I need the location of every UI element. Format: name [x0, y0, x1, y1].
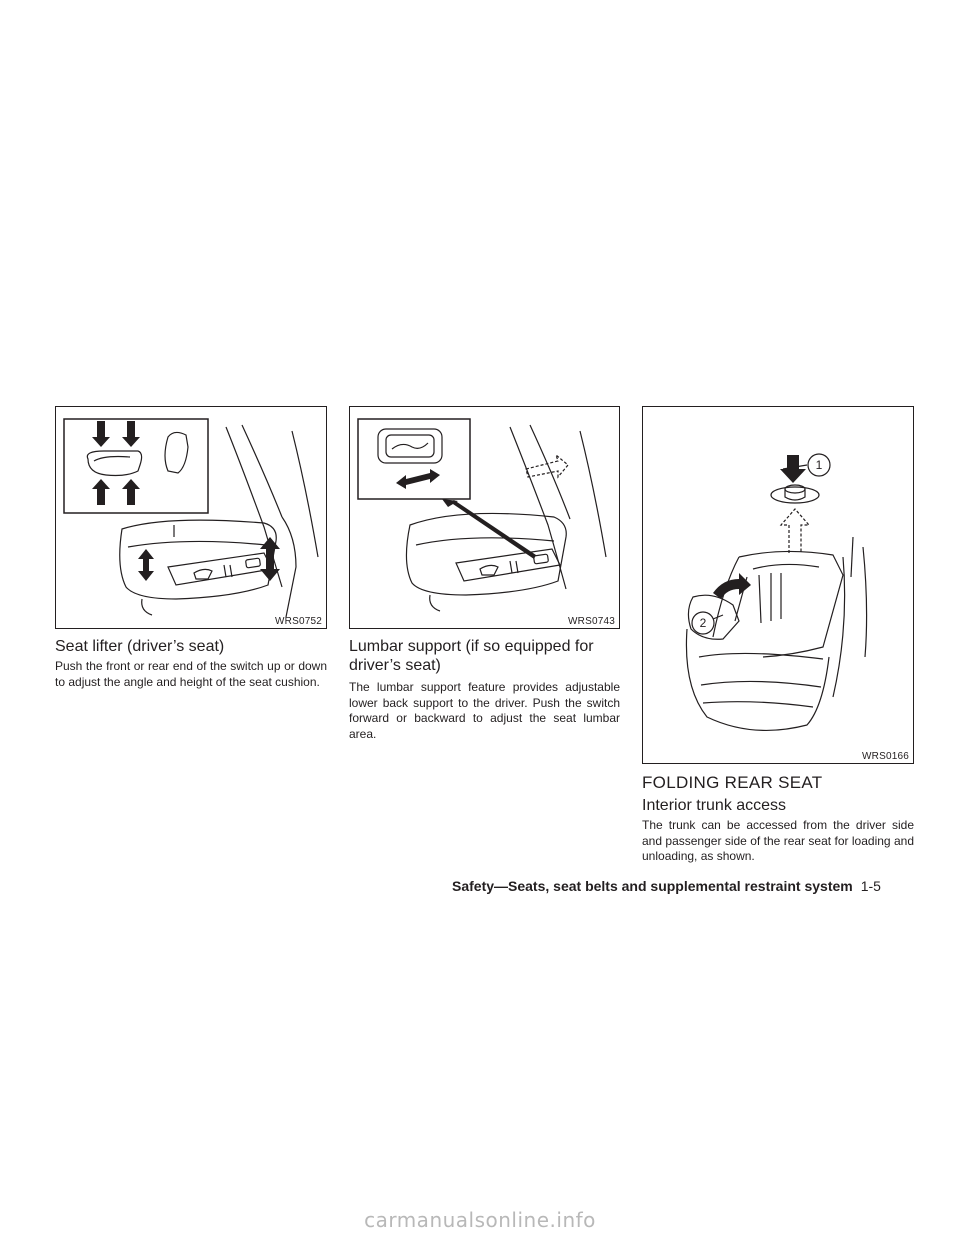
folding-rear-seat-title: FOLDING REAR SEAT [642, 773, 823, 792]
footer-section-title: Safety—Seats, seat belts and supplemental restraint system [452, 878, 853, 894]
figure-lumbar-support [349, 406, 620, 629]
seat-lifter-heading: Seat lifter (driver’s seat) [55, 638, 225, 655]
seat-lifter-body: Push the front or rear end of the switch up or down to adjust the angle and height of the seat cushion. [55, 659, 327, 689]
callout-1: 1 [815, 458, 823, 472]
page-number: 1-5 [860, 878, 881, 894]
interior-trunk-access-body: The trunk can be accessed from the driver side and passenger side of the rear seat for loading and unloading, as shown. [642, 818, 914, 864]
figure-seat-lifter [55, 406, 327, 629]
lumbar-heading-line1: Lumbar support (if so equipped for [349, 638, 594, 655]
watermark: carmanualsonline.info [364, 1208, 596, 1232]
callout-2: 2 [699, 616, 707, 630]
folding-rear-seat-illustration [643, 407, 914, 764]
seat-lifter-illustration [56, 407, 327, 629]
lumbar-body: The lumbar support feature provides adjustable lower back support to the driver. Push the switch forward or backward to adjust the seat lumbar area. [349, 680, 620, 741]
lumbar-support-illustration [350, 407, 620, 629]
lumbar-heading-line2: driver’s seat) [349, 657, 441, 674]
figure-folding-rear-seat [642, 406, 914, 764]
figure-code: WRS0743 [568, 616, 615, 627]
page-footer [452, 878, 912, 894]
figure-code: WRS0752 [275, 616, 322, 627]
interior-trunk-access-heading: Interior trunk access [642, 797, 787, 814]
figure-code: WRS0166 [862, 751, 909, 762]
